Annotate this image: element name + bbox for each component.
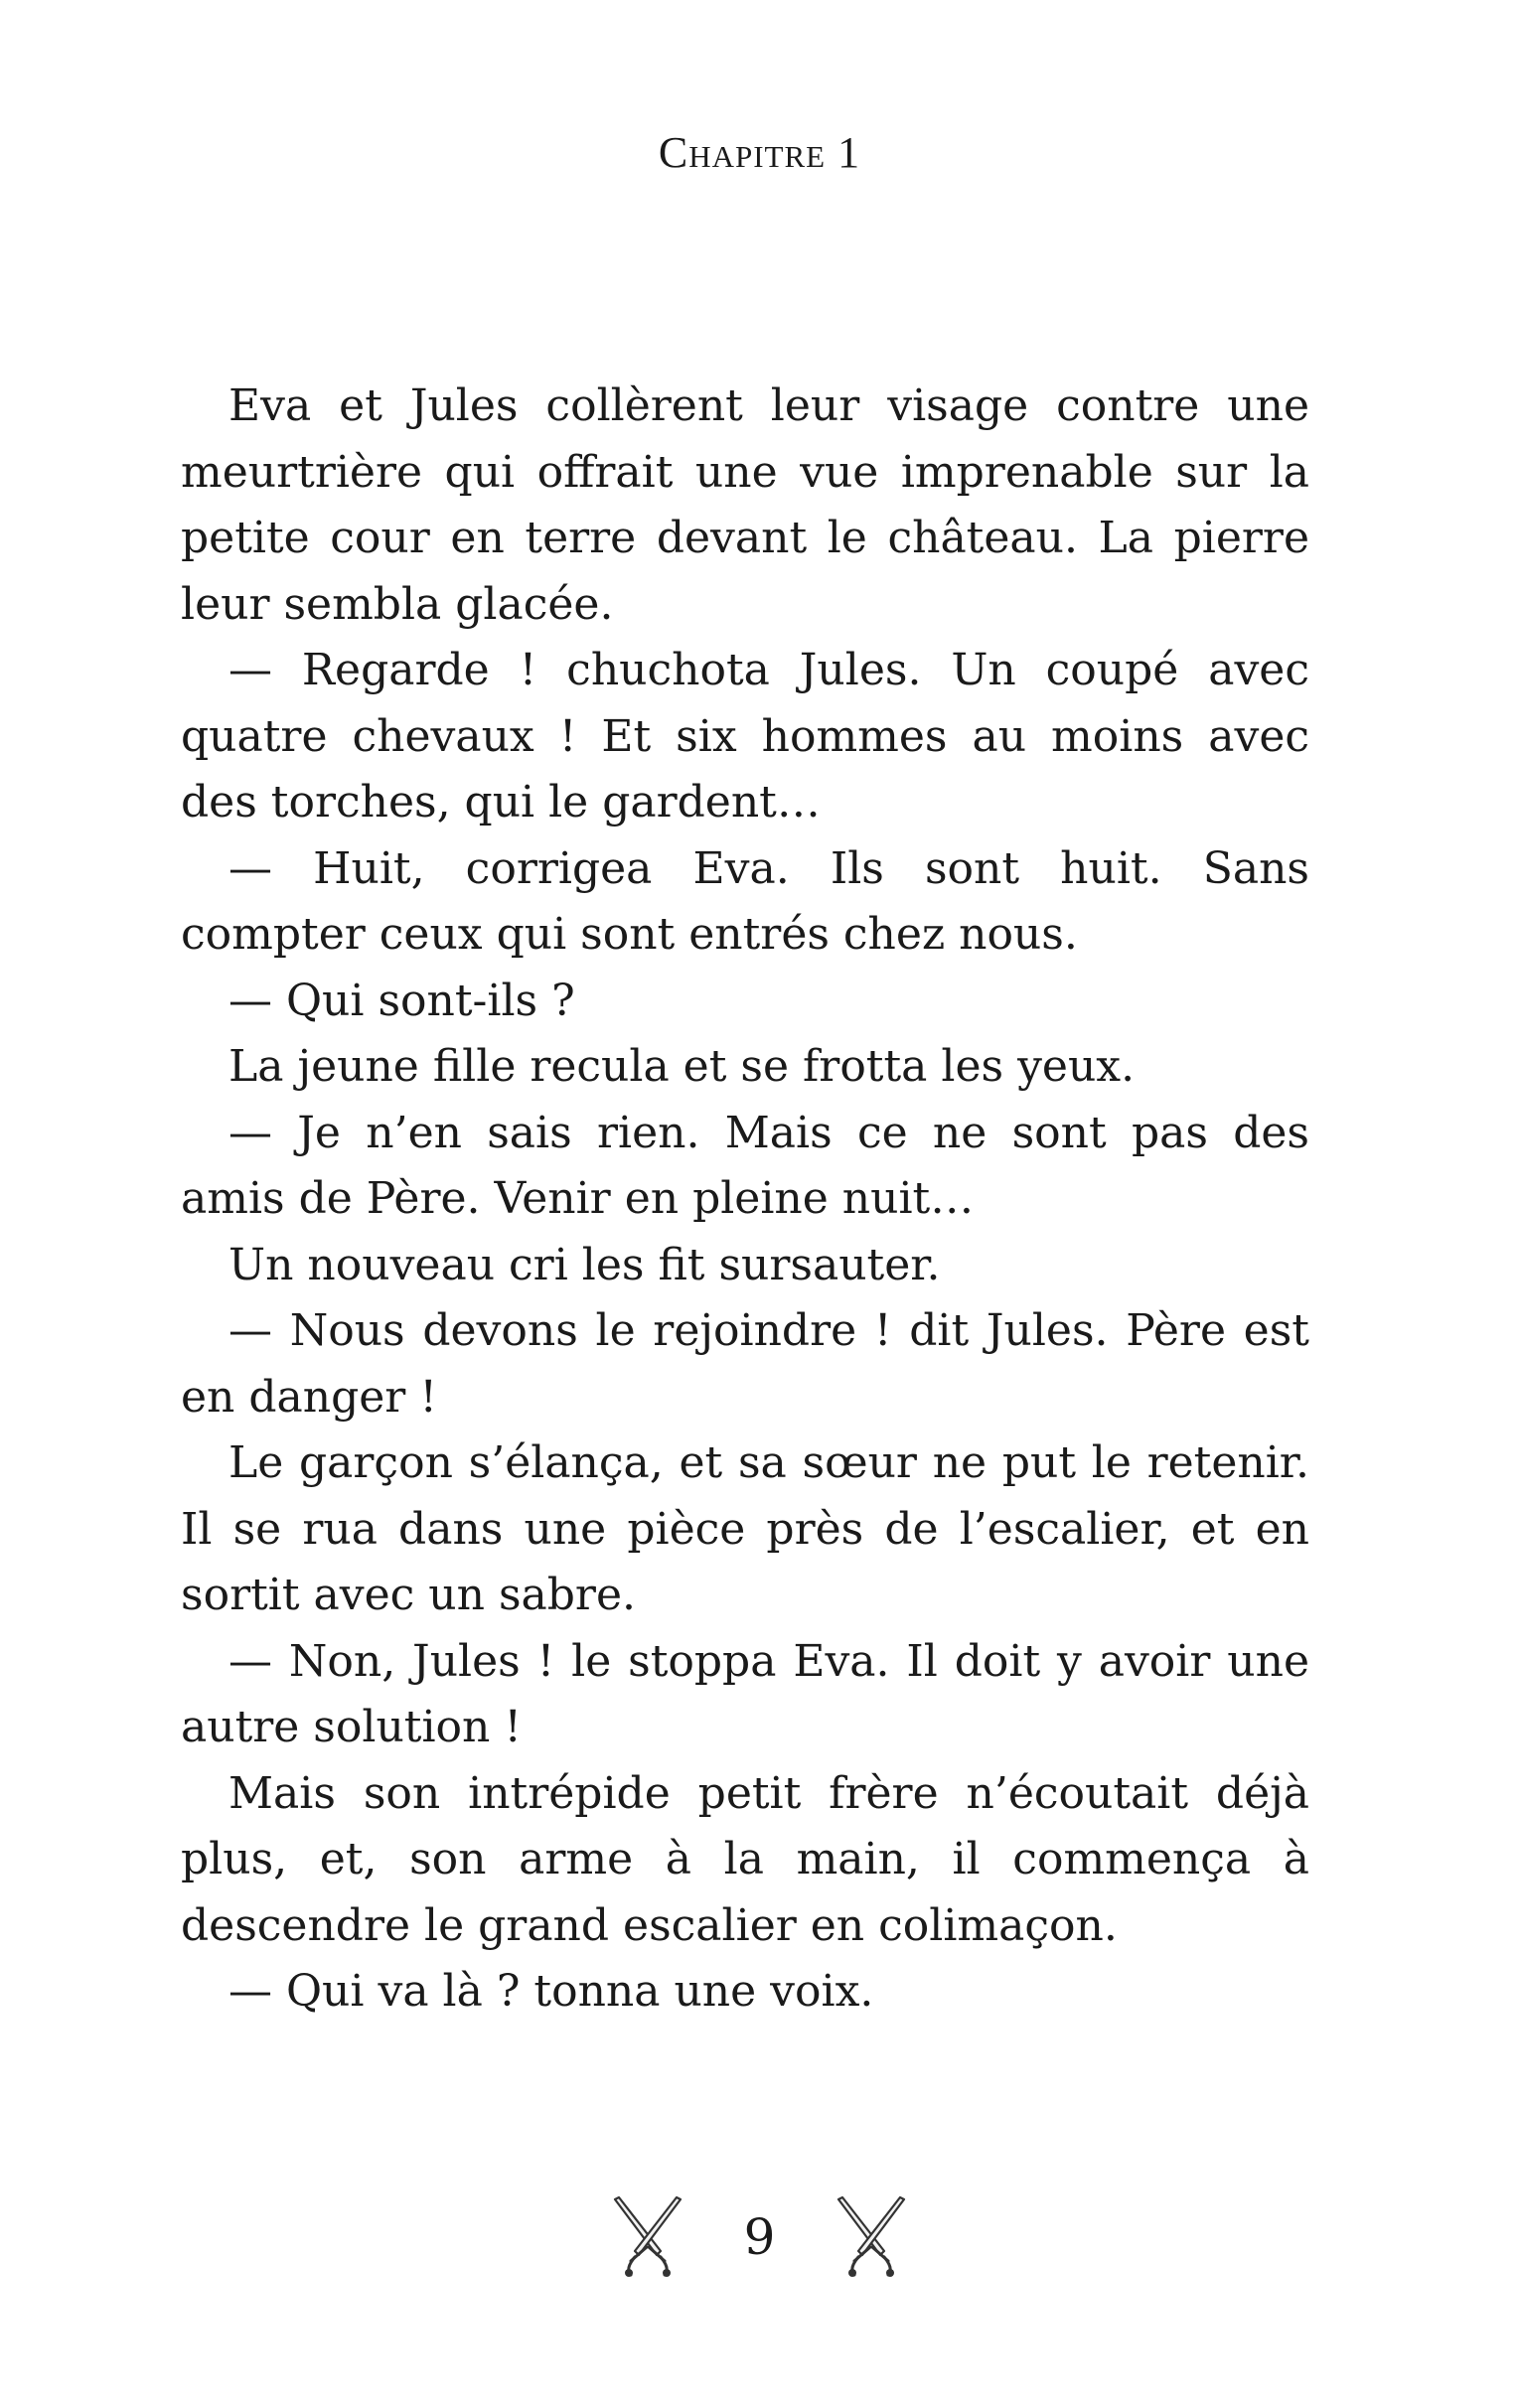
page-footer: [0, 2195, 1519, 2279]
paragraph: — Non, Jules ! le stoppa Eva. Il doit y avoir une autre solution !: [181, 1635, 1309, 1752]
paragraph: — Je n’en sais rien. Mais ce ne sont pas des amis de Père. Venir en pleine nuit…: [181, 1107, 1309, 1224]
paragraph: — Huit, corrigea Eva. Ils sont huit. Sans compter ceux qui sont entrés chez nous.: [181, 842, 1309, 960]
crossed-swords-icon: [833, 2195, 910, 2279]
paragraph: Eva et Jules collèrent leur visage contre une meurtrière qui offrait une vue imprenable sur la petite cour en terre devant le château. La pierre leur sembla glacée.: [181, 380, 1309, 630]
paragraph: Mais son intrépide petit frère n’écoutait déjà plus, et, son arme à la main, il commença à descendre le grand escalier en colimaçon.: [181, 1767, 1309, 1951]
paragraph: — Regarde ! chuchota Jules. Un coupé avec quatre chevaux ! Et six hommes au moins avec des torches, qui le gardent…: [181, 645, 1309, 828]
paragraph: Le garçon s’élança, et sa sœur ne put le retenir. Il se rua dans une pièce près de l’escalier, et en sortit avec un sabre.: [181, 1437, 1309, 1620]
paragraph: La jeune fille recula et se frotta les yeux.: [228, 1041, 1136, 1092]
paragraph: — Qui sont-ils ?: [228, 975, 575, 1026]
paragraph: — Qui va là ? tonna une voix.: [228, 1966, 874, 2017]
crossed-swords-icon: [609, 2195, 686, 2279]
page-number: 9: [743, 2208, 776, 2266]
chapter-title: Chapitre 1: [658, 128, 861, 177]
paragraph: — Nous devons le rejoindre ! dit Jules. Père est en danger !: [181, 1305, 1309, 1423]
chapter-body: [181, 374, 1309, 2026]
paragraph: Un nouveau cri les fit sursauter.: [228, 1239, 941, 1290]
